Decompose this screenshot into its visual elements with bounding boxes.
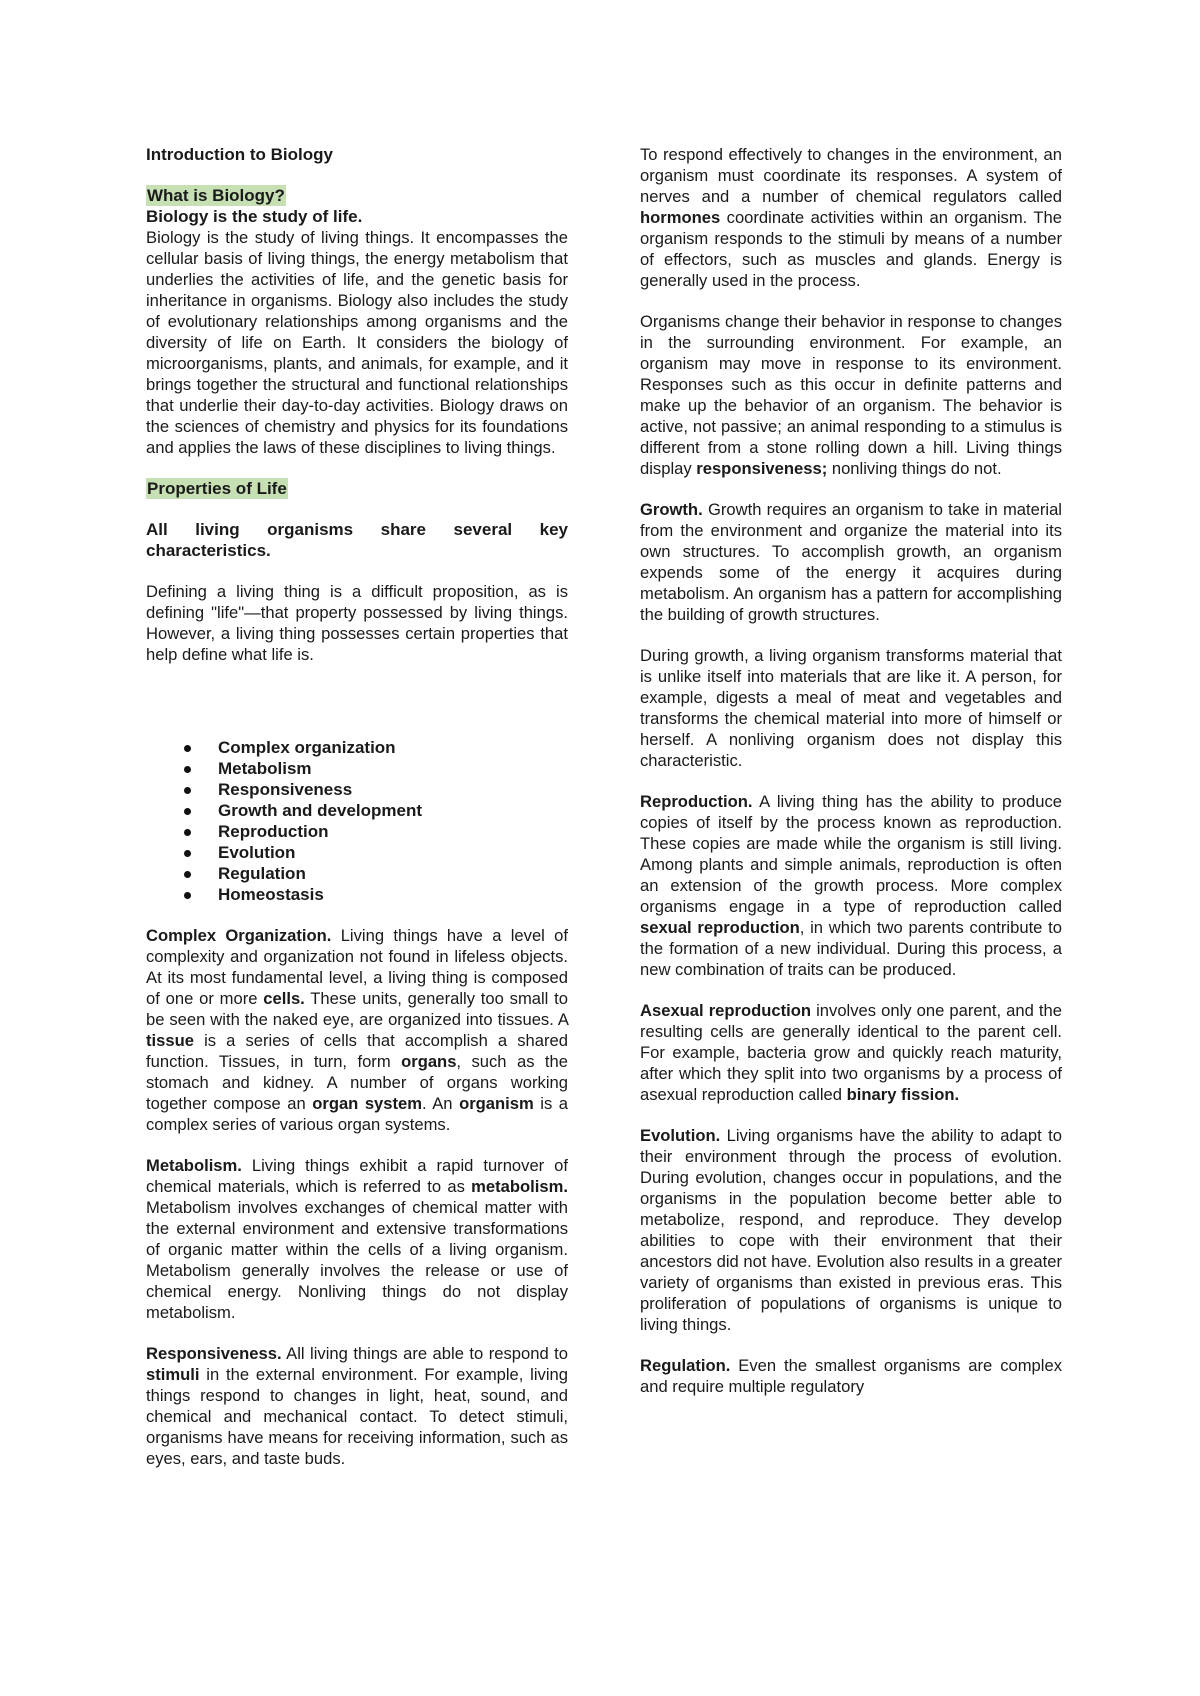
paragraph-defining-life: Defining a living thing is a difficult proposition, as is defining "life"—that property possessed by living things. However, a living thing possesses certain properties that help define what life is. [146, 582, 568, 664]
paragraph-responsiveness: Responsiveness. All living things are able to respond to stimuli in the external environment. For example, living things respond to changes in light, heat, sound, and chemical and mechanical contact. To detect stimuli, organisms have means for receiving information, such as eyes, ears, and taste buds. [146, 1344, 568, 1468]
bullet-icon [184, 850, 191, 857]
paragraph-biology-definition: Biology is the study of living things. It encompasses the cellular basis of living things, the energy metabolism that underlies the activities of life, and the genetic basis for inheritance in organisms. Biology also includes the study of evolutionary relationships among organisms and the diversity of life on Earth. It considers the biology of microorganisms, plants, and animals, for example, and it brings together the structural and functional relationships that underlie their day-to-day activities. Biology draws on the sciences of chemistry and physics for its foundations and applies the laws of these disciplines to living things. [146, 228, 568, 457]
bullet-icon [184, 829, 191, 836]
paragraph-metabolism: Metabolism. Living things exhibit a rapid turnover of chemical materials, which is referred to as metabolism. Metabolism involves exchanges of chemical matter with the external environment and extensive transformations of organic matter within the cells of a living organism. Metabolism generally involves the release or use of chemical energy. Nonliving things do not display metabolism. [146, 1156, 568, 1322]
list-item: Reproduction [184, 821, 568, 842]
paragraph-behavior: Organisms change their behavior in response to changes in the surrounding environment. For example, an organism may move in response to its environment. Responses such as this occur in definite patterns and make up the behavior of an organism. The behavior is active, not passive; an animal responding to a stimulus is different from a stone rolling down a hill. Living things display responsiveness; nonliving things do not. [640, 312, 1062, 478]
list-item: Complex organization [184, 737, 568, 758]
list-item: Metabolism [184, 758, 568, 779]
bullet-icon [184, 871, 191, 878]
paragraph-growth-transform: During growth, a living organism transforms material that is unlike itself into materials that are like it. A person, for example, digests a meal of meat and vegetables and transforms the chemical material into more of himself or herself. A nonliving organism does not display this characteristic. [640, 646, 1062, 770]
paragraph-respond-effectively: To respond effectively to changes in the environment, an organism must coordinate its responses. A system of nerves and a number of chemical regulators called hormones coordinate activities within an organism. The organism responds to the stimuli by means of a number of effectors, such as muscles and glands. Energy is generally used in the process. [640, 145, 1062, 290]
paragraph-evolution: Evolution. Living organisms have the ability to adapt to their environment through the process of evolution. During evolution, changes occur in populations, and the organisms in the population become better able to metabolize, respond, and reproduce. They develop abilities to cope with their environment that their ancestors did not have. Evolution also results in a greater variety of organisms than existed in previous eras. This proliferation of populations of organisms is unique to living things. [640, 1126, 1062, 1334]
subheading-study-of-life: Biology is the study of life. [146, 207, 363, 226]
document-title: Introduction to Biology [146, 145, 333, 164]
right-column [640, 144, 1062, 1397]
section-what-is-biology [146, 185, 568, 458]
properties-list [146, 737, 568, 905]
list-item: Evolution [184, 842, 568, 863]
paragraph-asexual-reproduction: Asexual reproduction involves only one parent, and the resulting cells are generally identical to the parent cell. For example, bacteria grow and quickly reach maturity, after which they split into two organisms by a process of asexual reproduction called binary fission. [640, 1001, 1062, 1104]
bullet-icon [184, 892, 191, 899]
list-item: Regulation [184, 863, 568, 884]
bullet-icon [184, 766, 191, 773]
paragraph-complex-organization: Complex Organization. Living things have a level of complexity and organization not found in lifeless objects. At its most fundamental level, a living thing is composed of one or more cells. These units, generally too small to be seen with the naked eye, are organized into tissues. A tissue is a series of cells that accomplish a shared function. Tissues, in turn, form organs, such as the stomach and kidney. A number of organs working together compose an organ system. An organism is a complex series of various organ systems. [146, 926, 569, 1134]
heading-properties-of-life: Properties of Life [147, 479, 287, 498]
heading-what-is-biology: What is Biology? [147, 186, 285, 205]
bullet-icon [184, 745, 191, 752]
left-column [146, 144, 568, 1469]
paragraph-reproduction: Reproduction. A living thing has the ability to produce copies of itself by the process known as reproduction. These copies are made while the organism is still living. Among plants and simple animals, reproduction is often an extension of the growth process. More complex organisms engage in a type of reproduction called sexual reproduction, in which two parents contribute to the formation of a new individual. During this process, a new combination of traits can be produced. [640, 792, 1062, 979]
list-item: Homeostasis [184, 884, 568, 905]
list-item: Growth and development [184, 800, 568, 821]
paragraph-growth: Growth. Growth requires an organism to take in material from the environment and organize the material into its own structures. To accomplish growth, an organism expends some of the energy it acquires during metabolism. An organism has a pattern for accomplishing the building of growth structures. [640, 500, 1062, 624]
bullet-icon [184, 787, 191, 794]
list-item: Responsiveness [184, 779, 568, 800]
section-properties-of-life [146, 478, 568, 665]
paragraph-regulation: Regulation. Even the smallest organisms are complex and require multiple regulatory [640, 1356, 1062, 1396]
bullet-icon [184, 808, 191, 815]
subheading-key-characteristics: All living organisms share several key characteristics. [146, 520, 568, 560]
